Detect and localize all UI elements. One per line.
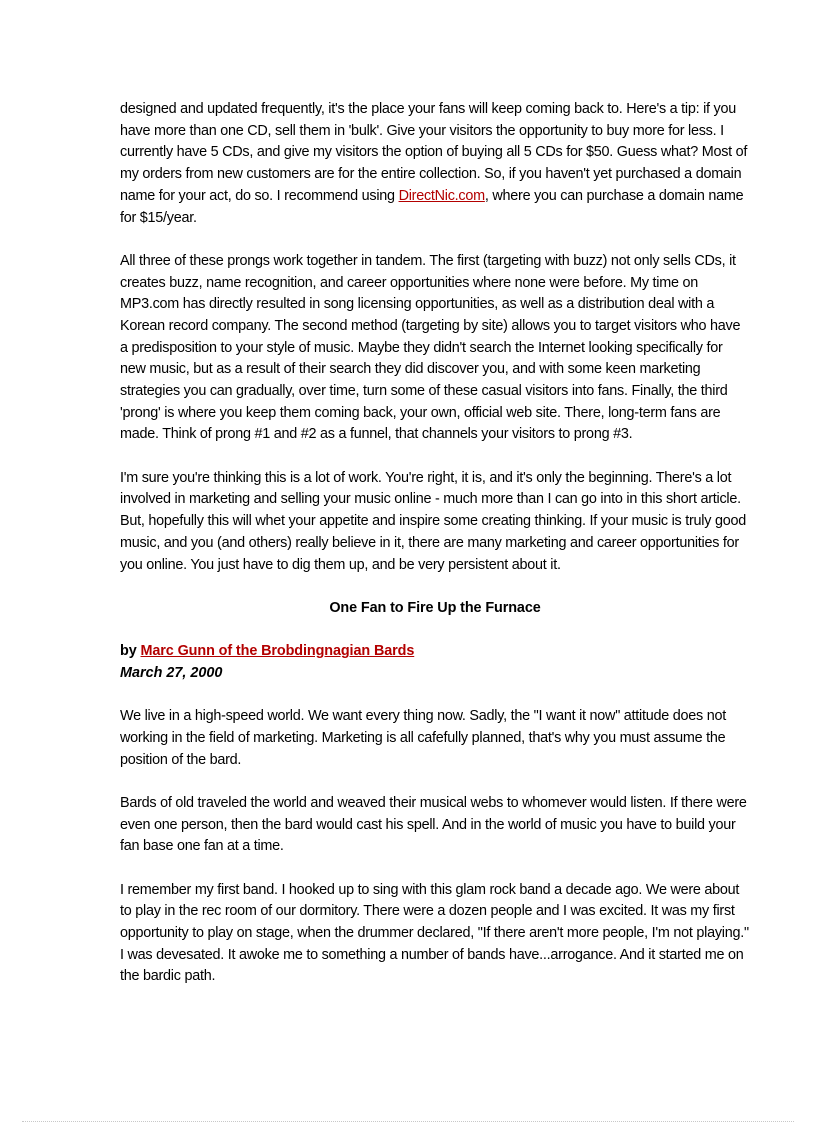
article2-paragraph-3: I remember my first band. I hooked up to sing with this glam rock band a decade ago. We were about to play in the rec room of our dormitory. There were a dozen people and I was excited. It was my first opportunity to play on stage, when the drummer declared, "If there aren't more people, I'm not playing." I was devesated. It awoke me to something a number of bands have...arrogance. And it started me on the bardic path. <box>120 881 749 985</box>
article1-paragraph-2: All three of these prongs work together in tandem. The first (targeting with buzz) not only sells CDs, it creates buzz, name recognition, and career opportunities where none were before. My time on MP3.com has directly resulted in song licensing opportunities, as well as a distribution deal with a Korean record company. The second method (targeting by site) allows you to target visitors who have a predisposition to your style of music. Maybe they didn't search the Internet looking specifically for new music, but as a result of their search they did discover you, and with some keen marketing strategies you can gradually, over time, turn some of these casual visitors into fans. Finally, the third 'prong' is where you keep them coming back, your own, official web site. There, long-term fans are made. Think of prong #1 and #2 as a funnel, that channels your visitors to prong #3. <box>120 252 741 443</box>
directnic-link[interactable]: DirectNic.com <box>398 187 485 204</box>
document-page <box>120 99 750 988</box>
article2-paragraph-1: We live in a high-speed world. We want every thing now. Sadly, the "I want it now" attitude does not working in the field of marketing. Marketing is all cafefully planned, that's why you must assume the position of the bard. <box>120 708 726 768</box>
article1-paragraph-1 <box>120 99 750 229</box>
article-title: One Fan to Fire Up the Furnace <box>329 599 541 616</box>
author-link[interactable]: Marc Gunn of the Brobdingnagian Bards <box>140 643 415 660</box>
article1-paragraph-3: I'm sure you're thinking this is a lot of work. You're right, it is, and it's only the beginning. There's a lot involved in marketing and selling your music online - much more than I can go into in this short article. But, hopefully this will whet your appetite and inspire some creating thinking. If your music is truly good music, and you (and others) really believe in it, there are many marketing and career opportunities for you online. You just have to dig them up, and be very persistent about it. <box>120 469 746 573</box>
article-date: March 27, 2000 <box>120 664 223 681</box>
article1-paragraph-1-text-a: designed and updated frequently, it's the place your fans will keep coming back to. Here's a tip: if you have more than one CD, sell them in 'bulk'. Give your visitors the opportunity to buy more for less. I currently have 5 CDs, and give my visitors the option of buying all 5 CDs for $50. Guess what? Most of my orders from new customers are for the entire collection. So, if you haven't yet purchased a domain name for your act, do so. I recommend using <box>120 101 748 204</box>
article2-paragraph-2: Bards of old traveled the world and weaved their musical webs to whomever would listen. If there were even one person, then the bard would cast his spell. And in the world of music you have to build your fan base one fan at a time. <box>120 794 747 855</box>
byline <box>120 641 750 663</box>
page-bottom-divider <box>22 1121 794 1122</box>
byline-prefix: by <box>120 643 141 660</box>
article1-paragraph-1-text-b: , where you can purchase a domain name for $15/year. <box>120 187 744 226</box>
